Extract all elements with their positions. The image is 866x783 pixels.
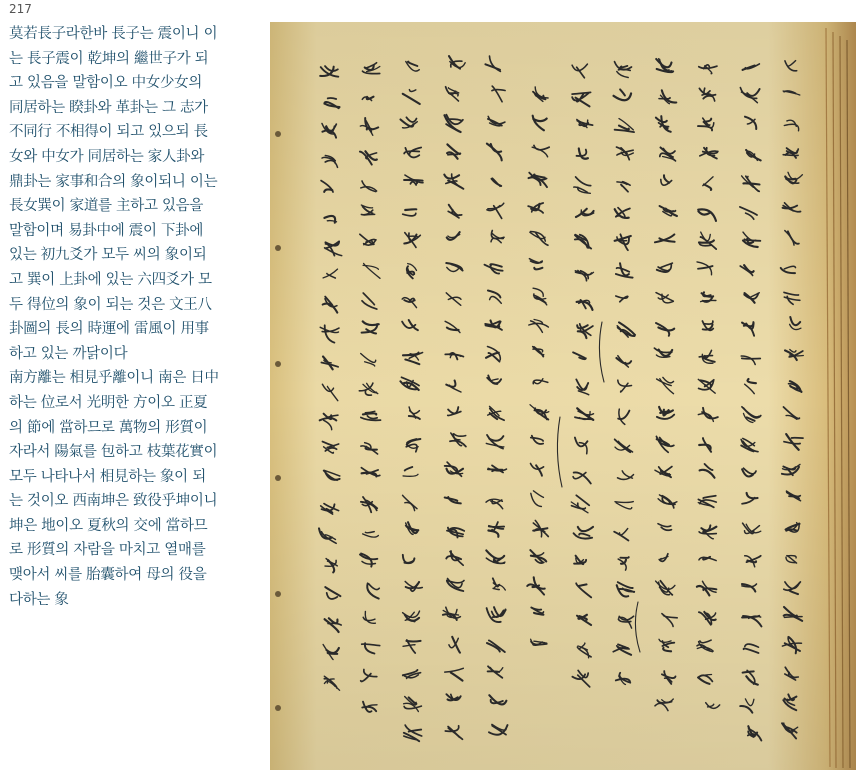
transcription-line: 卦圖의 長의 時運에 雷風이 用事: [9, 321, 209, 338]
manuscript-image: [270, 22, 856, 770]
transcription-line: 의 節에 當하므로 萬物의 形質이: [9, 419, 208, 436]
transcription-line: 두 得位의 象이 되는 것은 文王八: [9, 296, 212, 313]
paper-shading: [270, 22, 856, 770]
transcription-line: 南方離는 相見乎離이니 南은 日中: [9, 370, 219, 387]
transcription-line: 로 形質의 자람을 마치고 열매를: [9, 542, 206, 559]
transcription-line: 하고 있는 까닭이다: [9, 345, 128, 362]
transcription-line: 하는 位로서 光明한 方이오 正夏: [9, 394, 208, 411]
transcription-line: 不同行 不相得이 되고 있으되 長: [9, 124, 208, 141]
transcription-line: 는 長子震이 乾坤의 繼世子가 되: [9, 50, 209, 67]
transcription-line: 鼎卦는 家事和合의 象이되니 이는: [9, 173, 218, 190]
transcription-line: 坤은 地이오 夏秋의 交에 當하므: [9, 517, 208, 534]
transcription-line: 長女巽이 家道를 主하고 있음을: [9, 198, 204, 215]
transcription-line: 莫若長子라한바 長子는 震이니 이: [9, 26, 218, 42]
manuscript-page-svg: [270, 22, 856, 770]
transcription-line: 맺아서 씨를 胎囊하여 母의 役을: [9, 567, 207, 584]
transcription-line: 女와 中女가 同居하는 家人卦와: [9, 148, 205, 165]
transcription-line: 다하는 象: [9, 591, 69, 608]
transcription-line: 고 있음을 말함이오 中女少女의: [9, 75, 203, 92]
transcription-line: 자라서 陽氣를 包하고 枝葉花實이: [9, 444, 218, 461]
transcription-line: 말함이며 易卦中에 震이 下卦에: [9, 222, 204, 239]
transcription-line: 고 巽이 上卦에 있는 六四爻가 모: [9, 271, 212, 288]
transcription-text: [9, 22, 257, 612]
page-number: 217: [9, 2, 32, 16]
transcription-line: 모두 나타나서 相見하는 象이 되: [9, 468, 206, 485]
transcription-line: 는 것이오 西南坤은 致役乎坤이니: [9, 493, 218, 510]
transcription-line: 있는 初九爻가 모두 씨의 象이되: [9, 247, 207, 264]
transcription-line: 同居하는 睽卦와 革卦는 그 志가: [9, 99, 208, 116]
